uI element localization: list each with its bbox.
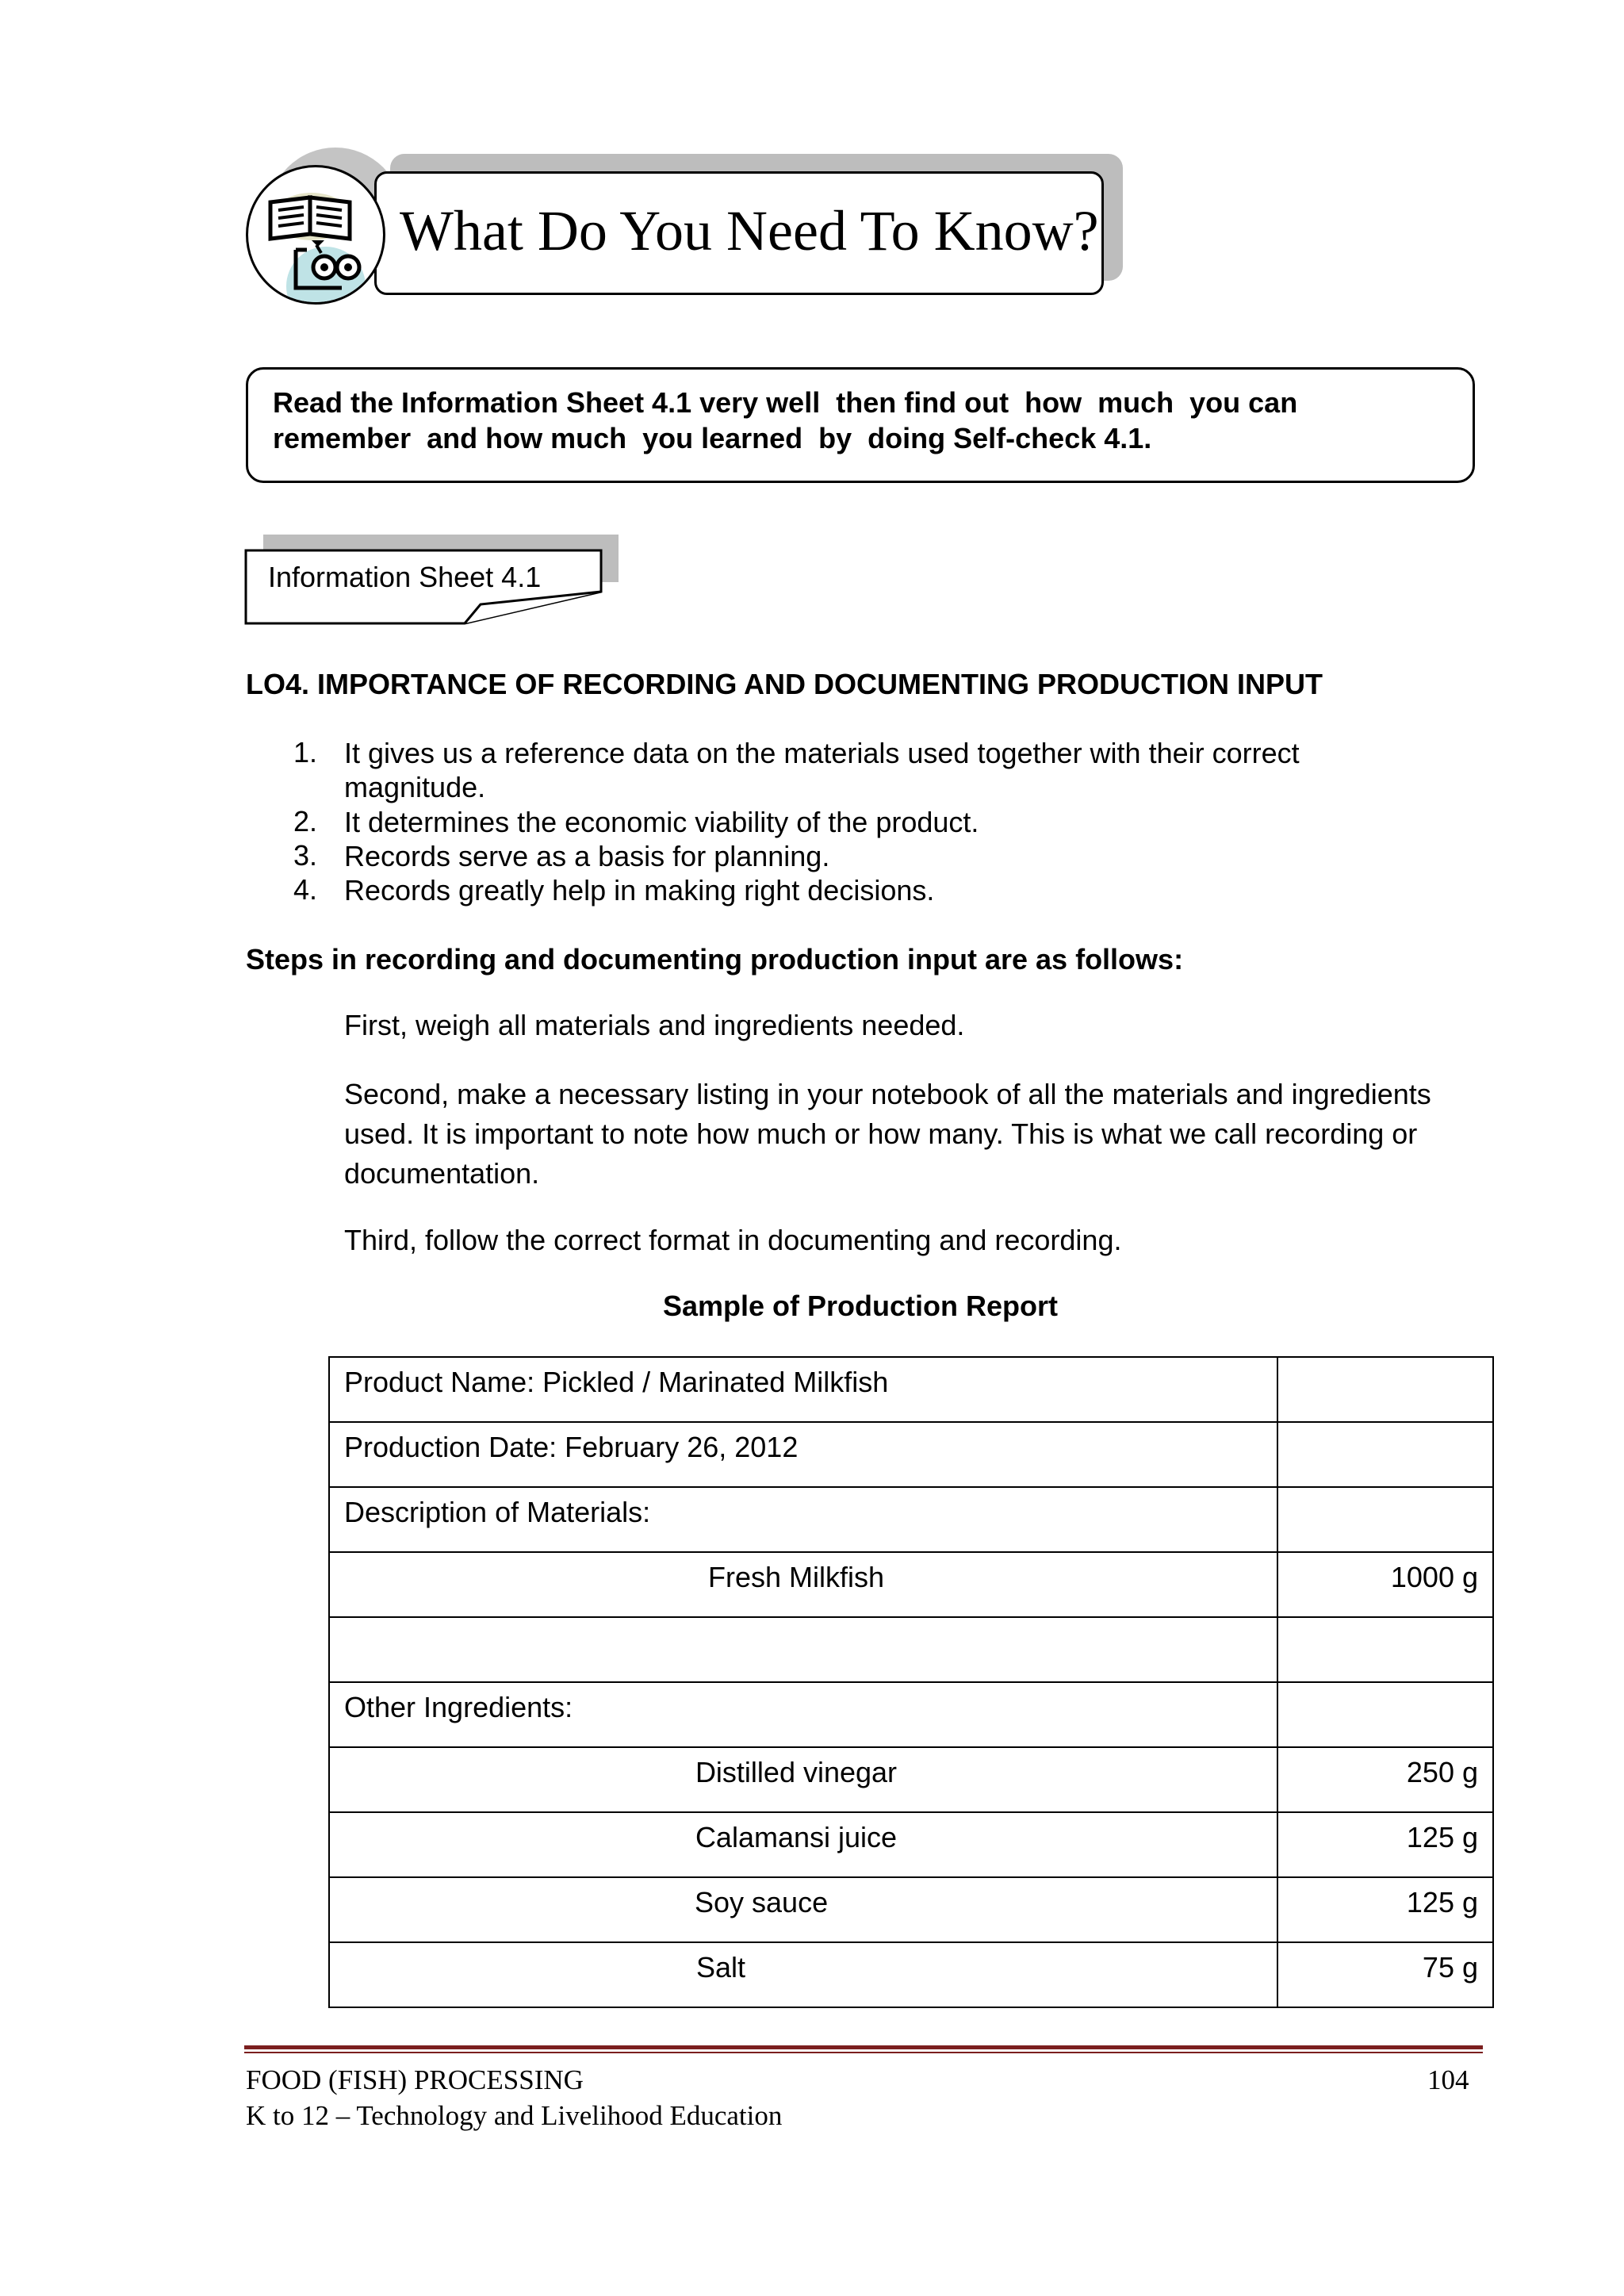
table-row <box>329 1552 1493 1617</box>
table-cell-value <box>1277 1422 1493 1487</box>
info-sheet-tab-label: Information Sheet 4.1 <box>268 561 542 593</box>
table-cell-label: Distilled vinegar <box>329 1747 1277 1812</box>
instruction-text <box>273 385 1446 456</box>
footer-course: FOOD (FISH) PROCESSING <box>246 2064 584 2095</box>
footer-text <box>246 2062 782 2133</box>
production-report-table <box>328 1356 1494 2008</box>
list-item-number: 1. <box>293 736 318 769</box>
step-paragraph: Third, follow the correct format in documenting and recording. <box>344 1224 1122 1256</box>
list-item-text: Records greatly help in making right decisions. <box>344 874 935 907</box>
table-row <box>329 1747 1493 1812</box>
table-cell-value: 250 g <box>1277 1747 1493 1812</box>
page-number: 104 <box>1427 2064 1469 2095</box>
table-row <box>329 1617 1493 1682</box>
table-cell-value <box>1277 1487 1493 1552</box>
step-paragraph: First, weigh all materials and ingredients needed. <box>344 1009 965 1041</box>
table-row <box>329 1422 1493 1487</box>
table-row <box>329 1812 1493 1877</box>
table-cell-label: Salt <box>329 1942 1277 2007</box>
list-item-text: It determines the economic viability of the product. <box>344 806 979 838</box>
footer-rule <box>244 2045 1483 2049</box>
list-item-text: It gives us a reference data on the materials used together with their correct magnitude. <box>344 737 1300 803</box>
table-cell-value: 1000 g <box>1277 1552 1493 1617</box>
table-row <box>329 1357 1493 1422</box>
table-cell-label: Description of Materials: <box>329 1487 1277 1552</box>
table-cell-value <box>1277 1357 1493 1422</box>
report-title: Sample of Production Report <box>662 1290 1059 1322</box>
footer-rule <box>244 2052 1483 2053</box>
table-cell-label: Fresh Milkfish <box>329 1552 1277 1617</box>
table-cell-value: 125 g <box>1277 1812 1493 1877</box>
table-cell-value: 75 g <box>1277 1942 1493 2007</box>
section-heading: LO4. IMPORTANCE OF RECORDING AND DOCUMENTING PRODUCTION INPUT <box>246 668 1323 700</box>
table-row <box>329 1942 1493 2007</box>
footer-program: K to 12 – Technology and Livelihood Education <box>246 2100 783 2131</box>
table-cell-label <box>329 1617 1277 1682</box>
instruction-line-1: Read the Information Sheet 4.1 very well then find out how much you can <box>273 386 1298 419</box>
list-item-number: 2. <box>293 805 318 838</box>
steps-heading: Steps in recording and documenting production input are as follows: <box>246 943 1184 976</box>
instruction-line-2: remember and how much you learned by doing Self-check 4.1. <box>273 422 1152 454</box>
table-row <box>329 1877 1493 1942</box>
table-row <box>329 1487 1493 1552</box>
table-cell-label: Other Ingredients: <box>329 1682 1277 1747</box>
table-cell-label: Product Name: Pickled / Marinated Milkfish <box>329 1357 1277 1422</box>
book-reader-icon <box>246 165 385 305</box>
table-cell-label: Soy sauce <box>329 1877 1277 1942</box>
table-row <box>329 1682 1493 1747</box>
page-title: What Do You Need To Know? <box>400 199 1099 263</box>
list-item-number: 4. <box>293 873 318 906</box>
step-paragraph: Second, make a necessary listing in your notebook of all the materials and ingredients used. It is important to note how much or how many. This is what we call recording or documentation. <box>344 1078 1431 1190</box>
table-cell-value: 125 g <box>1277 1877 1493 1942</box>
table-cell-label: Production Date: February 26, 2012 <box>329 1422 1277 1487</box>
list-item-number: 3. <box>293 839 318 872</box>
list-item-text: Records serve as a basis for planning. <box>344 840 830 872</box>
table-cell-value <box>1277 1682 1493 1747</box>
table-cell-value <box>1277 1617 1493 1682</box>
table-cell-label: Calamansi juice <box>329 1812 1277 1877</box>
